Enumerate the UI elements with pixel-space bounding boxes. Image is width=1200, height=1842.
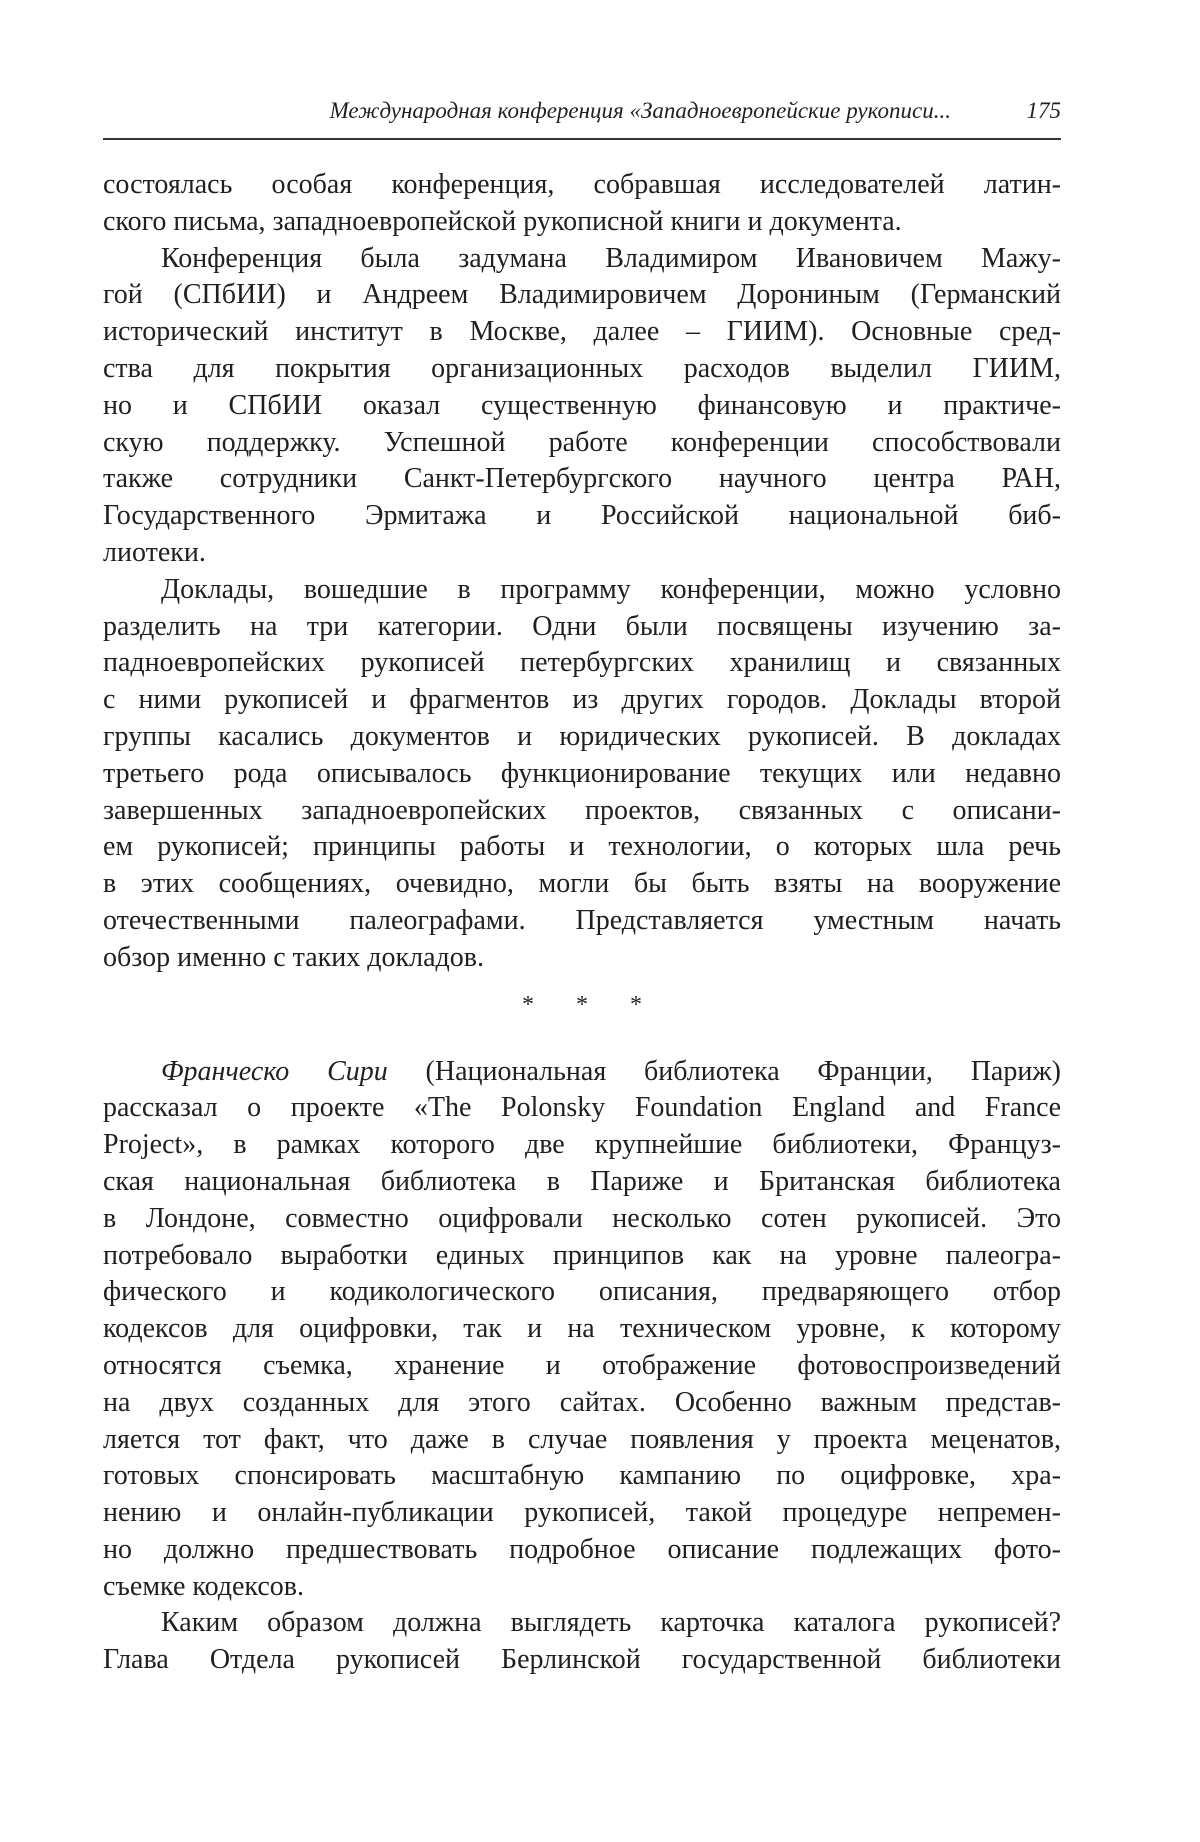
text-line: но и СПбИИ оказал существенную финансовую и практиче-	[103, 389, 1061, 421]
text-line: ского письма, западноевропейской рукописной книги и документа.	[103, 205, 902, 237]
paragraph	[103, 167, 1061, 241]
section-intro	[103, 167, 1061, 977]
text-line: Конференция была задумана Владимиром Ивановичем Мажу-	[161, 242, 1061, 274]
text-line: завершенных западноевропейских проектов, связанных с описани-	[103, 794, 1061, 826]
text-line: но должно предшествовать подробное описание подлежащих фото-	[103, 1533, 1061, 1565]
text-line: Project», в рамках которого две крупнейшие библиотеки, Француз-	[103, 1129, 1061, 1161]
text-line: в этих сообщениях, очевидно, могли бы быть взяты на вооружение	[103, 868, 1061, 900]
header-rule	[103, 138, 1061, 140]
text-line: лиотеки.	[103, 536, 206, 568]
paragraph-first-line	[103, 1054, 1061, 1091]
section-report	[103, 1054, 1061, 1680]
text-line: состоялась особая конференция, собравшая исследователей латин-	[103, 169, 1061, 200]
text-line: ем рукописей; принципы работы и технологии, о которых шла речь	[103, 831, 1061, 863]
text-line: гой (СПбИИ) и Андреем Владимировичем Дорониным (Германский	[103, 279, 1061, 311]
text-line: ства для покрытия организационных расходов выделил ГИИМ,	[103, 352, 1061, 384]
text-line: относятся съемка, хранение и отображение фотовоспроизведений	[103, 1349, 1061, 1381]
running-title: Международная конференция «Западноевропейские рукописи...	[329, 98, 951, 123]
text-line: фического и кодикологического описания, предваряющего отбор	[103, 1276, 1061, 1308]
paragraph	[103, 572, 1061, 977]
section-separator: * * *	[522, 991, 660, 1018]
text-line: рассказал о проекте «The Polonsky Foundation England and France	[103, 1092, 1061, 1124]
text-line: Каким образом должна выглядеть карточка каталога рукописей?	[161, 1607, 1061, 1639]
text-line: в Лондоне, совместно оцифровали несколько сотен рукописей. Это	[103, 1202, 1061, 1234]
page-number: 175	[1026, 98, 1061, 123]
text-line: скую поддержку. Успешной работе конференции способствовали	[103, 426, 1061, 458]
paragraph	[103, 1090, 1061, 1605]
running-head	[103, 96, 1061, 130]
text-line: Доклады, вошедшие в программу конференции, можно условно	[161, 573, 1061, 605]
page-body	[103, 167, 1061, 1679]
text-line: исторический институт в Москве, далее – ГИИМ). Основные сред-	[103, 316, 1061, 348]
text-line: отечественными палеографами. Представляется уместным начать	[103, 904, 1061, 936]
text-line: обзор именно с таких докладов.	[103, 941, 484, 973]
text-line: потребовало выработки единых принципов как на уровне палеогра-	[103, 1239, 1061, 1271]
text-line: нению и онлайн-публикации рукописей, такой процедуре непремен-	[103, 1497, 1061, 1529]
text-line: ляется тот факт, что даже в случае появления у проекта меценатов,	[103, 1423, 1061, 1455]
text-line: разделить на три категории. Одни были посвящены изучению за-	[103, 610, 1061, 642]
text-line: группы касались документов и юридических рукописей. В докладах	[103, 720, 1061, 752]
paragraph	[103, 1605, 1061, 1679]
text-line: третьего рода описывалось функционирование текущих или недавно	[103, 757, 1061, 789]
speaker-affiliation: (Национальная библиотека Франции, Париж)	[387, 1055, 1062, 1087]
text-line: Глава Отдела рукописей Берлинской государственной библиотеки	[103, 1644, 1061, 1676]
text-line: съемке кодексов.	[103, 1570, 304, 1602]
text-line: Государственного Эрмитажа и Российской национальной биб-	[103, 500, 1061, 532]
text-line: падноевропейских рукописей петербургских хранилищ и связанных	[103, 647, 1061, 679]
text-line: готовых спонсировать масштабную кампанию по оцифровке, хра-	[103, 1460, 1061, 1492]
paragraph	[103, 241, 1061, 572]
text-line: также сотрудники Санкт-Петербургского научного центра РАН,	[103, 463, 1061, 495]
text-line: ская национальная библиотека в Париже и Британская библиотека	[103, 1165, 1061, 1197]
text-line: с ними рукописей и фрагментов из других городов. Доклады второй	[103, 684, 1061, 716]
text-line: кодексов для оцифровки, так и на техническом уровне, к которому	[103, 1313, 1061, 1345]
text-line: на двух созданных для этого сайтах. Особенно важным представ-	[103, 1386, 1061, 1418]
speaker-name: Франческо Сири	[161, 1055, 388, 1087]
